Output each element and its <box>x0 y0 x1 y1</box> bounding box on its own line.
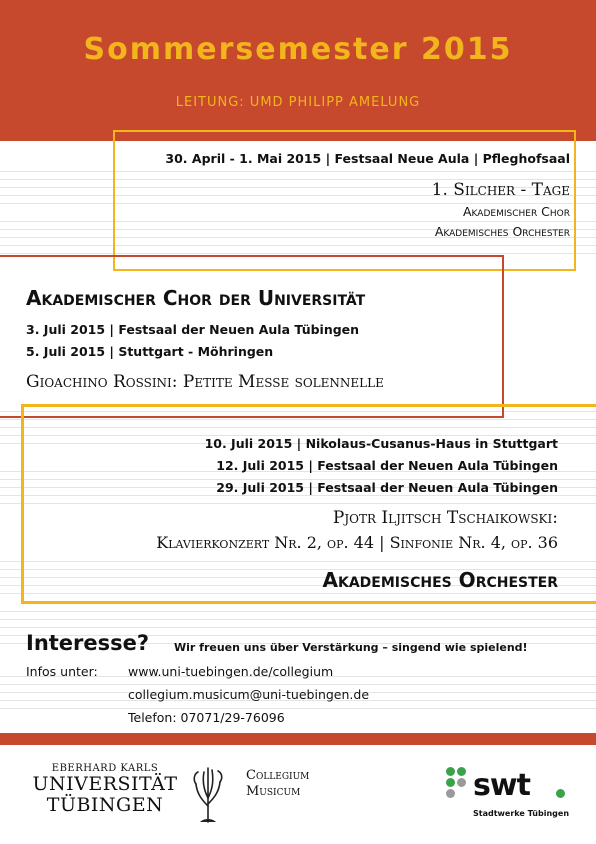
chor-work: Gioachino Rossini: Petite Messe solennelle <box>26 372 384 392</box>
orchester-works: Klavierkonzert Nr. 2, op. 44 | Sinfonie Nr. 4, op. 36 <box>156 533 558 552</box>
footer-band <box>0 733 596 745</box>
swt-dot-icon <box>446 778 455 787</box>
swt-dot-icon <box>457 778 466 787</box>
collegium-musicum-logo <box>246 768 309 800</box>
swt-dot-icon <box>457 767 466 776</box>
cm-line1: Collegium <box>246 768 310 783</box>
info-email-link[interactable]: collegium.musicum@uni-tuebingen.de <box>128 687 370 702</box>
swt-dot-icon <box>446 767 455 776</box>
chor-date-1: 3. Juli 2015 | Festsaal der Neuen Aula Tübingen <box>26 322 360 337</box>
silcher-date: 30. April - 1. Mai 2015 | Festsaal Neue Aula | Pfleghofsaal <box>165 151 570 166</box>
info-phone: Telefon: 07071/29-76096 <box>128 710 285 725</box>
orchester-composer: Pjotr Iljitsch Tschaikowski: <box>332 508 558 528</box>
swt-dot-icon <box>556 789 565 798</box>
silcher-orchester: Akademisches Orchester <box>434 224 570 239</box>
swt-name: swt <box>473 768 530 803</box>
cm-line2: Musicum <box>246 784 301 799</box>
info-web-link[interactable]: www.uni-tuebingen.de/collegium <box>128 664 334 679</box>
orchester-date-2: 12. Juli 2015 | Festsaal der Neuen Aula Tübingen <box>216 458 558 473</box>
page-subtitle: LEITUNG: UMD PHILIPP AMELUNG <box>175 95 421 110</box>
orchester-date-3: 29. Juli 2015 | Festsaal der Neuen Aula Tübingen <box>216 480 558 495</box>
university-logo-small: EBERHARD KARLS <box>51 763 159 774</box>
chor-heading: Akademischer Chor der Universität <box>26 286 366 310</box>
swt-subtitle: Stadtwerke Tübingen <box>473 809 570 818</box>
chor-date-2: 5. Juli 2015 | Stuttgart - Möhringen <box>26 344 274 359</box>
swt-dot-icon <box>446 789 455 798</box>
page-title: Sommersemester 2015 <box>83 32 513 67</box>
silcher-title: 1. Silcher - Tage <box>431 180 570 200</box>
tree-icon <box>188 764 228 824</box>
university-logo-line1: UNIVERSITÄT <box>32 773 178 795</box>
interest-heading: Interesse? <box>26 631 150 655</box>
silcher-chor: Akademischer Chor <box>463 204 570 219</box>
university-logo <box>30 763 180 816</box>
interest-tagline: Wir freuen uns über Verstärkung – singend wie spielend! <box>174 641 528 654</box>
orchester-date-1: 10. Juli 2015 | Nikolaus-Cusanus-Haus in Stuttgart <box>204 436 558 451</box>
university-logo-line2: TÜBINGEN <box>46 794 164 816</box>
orchester-heading: Akademisches Orchester <box>322 568 558 592</box>
header-band <box>0 0 596 141</box>
info-label: Infos unter: <box>26 664 98 679</box>
